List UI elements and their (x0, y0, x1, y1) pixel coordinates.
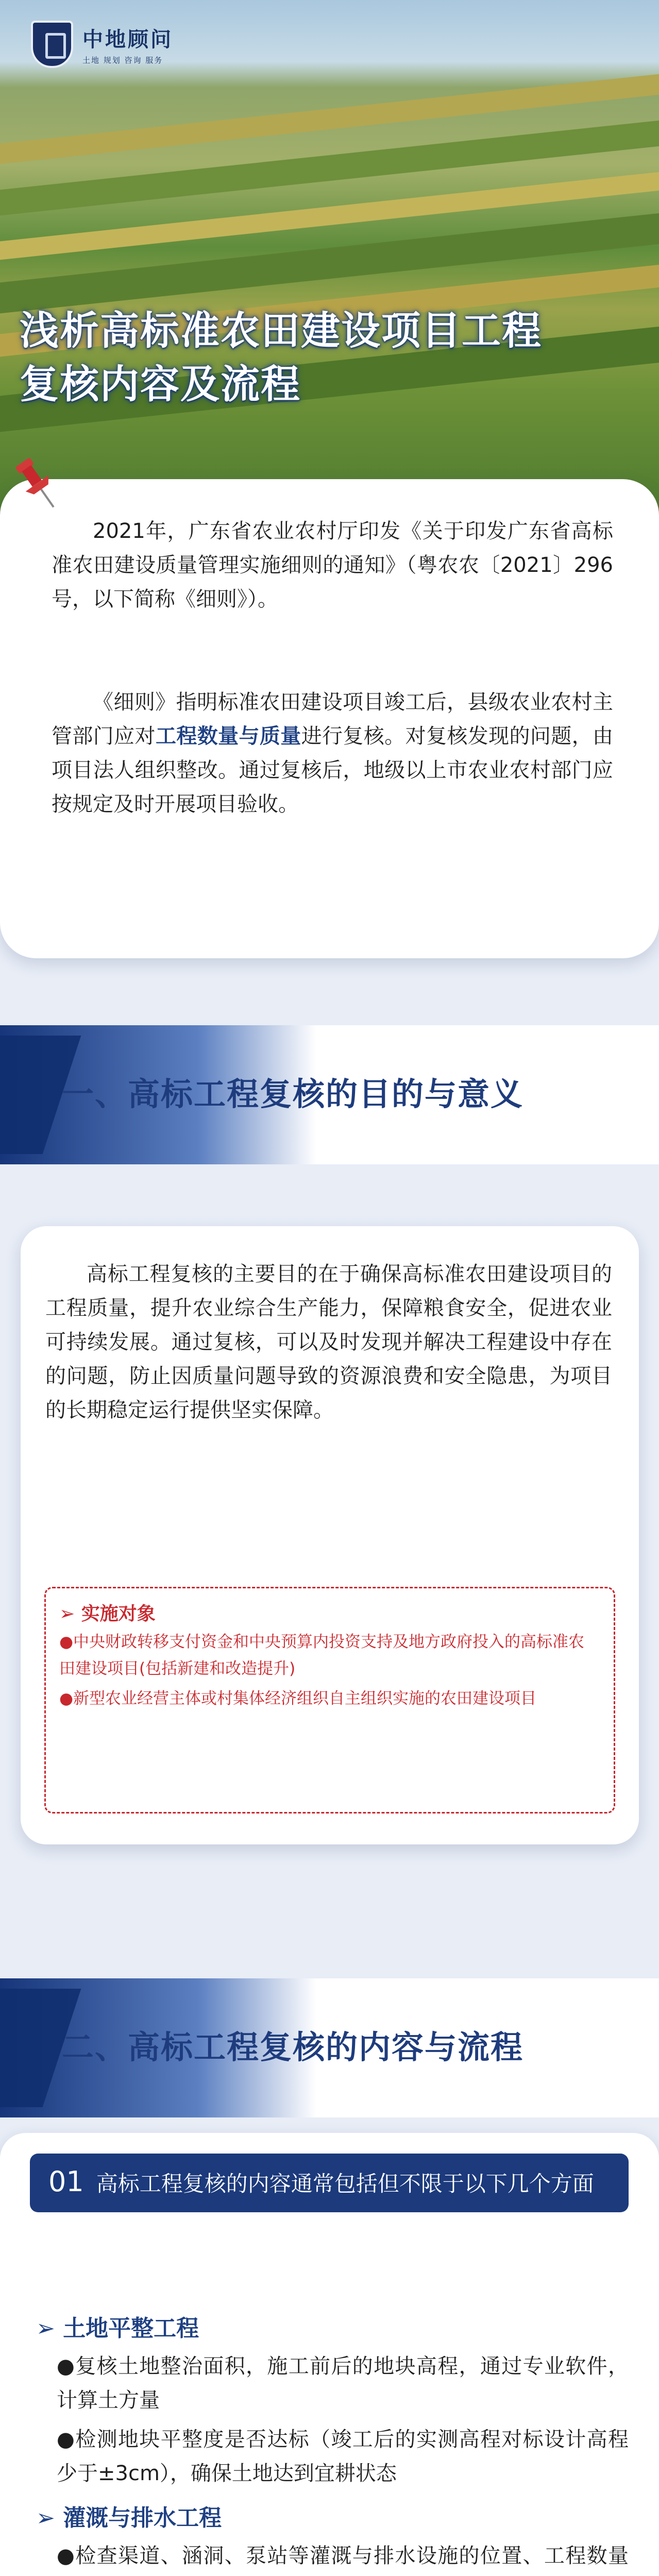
logo-emblem-icon (31, 21, 73, 68)
section-1-body: 高标工程复核的主要目的在于确保高标准农田建设项目的工程质量，提升农业综合生产能力，保障粮食安全，促进农业可持续发展。通过复核，可以及时发现并解决工程建设中存在的问题，防止因质量问题导致的资源浪费和安全隐患，为项目的长期稳定运行提供坚实保障。 (45, 1262, 612, 1422)
target-item-1: ●中央财政转移支付资金和中央预算内投资支持及地方政府投入的高标准农田建设项目(包括新建和改造提升) (59, 1633, 585, 1678)
item-title-text: 灌溉与排水工程 (63, 2505, 222, 2531)
logo-name: 中地顾问 (82, 27, 173, 52)
arrow-icon: ➢ (59, 1603, 81, 1624)
title-line-2: 复核内容及流程 (20, 361, 301, 407)
intro-card (0, 479, 659, 958)
item-1-bullet-1: ●复核土地整治面积，施工前后的地块高程，通过专业软件，计算土方量 (57, 2354, 629, 2412)
box-number: 01 (48, 2165, 84, 2198)
target-title (59, 1600, 600, 1629)
item-2-title (36, 2498, 629, 2539)
intro-paragraph-1: 2021年，广东省农业农村厅印发《关于印发广东省高标准农田建设质量管理实施细则的通知》（粤农农〔2021〕296号，以下简称《细则》）。 (52, 519, 613, 611)
item-title-text: 土地平整工程 (63, 2315, 199, 2342)
section-1-header (0, 1025, 659, 1164)
intro-highlight: 工程数量与质量 (155, 724, 301, 748)
target-box (44, 1587, 615, 1814)
target-item-2: ●新型农业经营主体或村集体经济组织自主组织实施的农田建设项目 (59, 1689, 537, 1708)
box-title: 高标工程复核的内容通常包括但不限于以下几个方面 (96, 2171, 594, 2196)
title-line-1: 浅析高标准农田建设项目工程 (20, 308, 542, 353)
page-title (20, 304, 643, 411)
intro-text: 进行复核。对复核发现的问题，由项目法人组织整改。通过复核后，地级以上市农业农村部门应按规定及时开展项目验收。 (52, 724, 614, 816)
arrow-icon: ➢ (36, 2315, 63, 2342)
section-2-title: 二、高标工程复核的内容与流程 (62, 2028, 524, 2066)
logo-tagline: 土地 规划 咨询 服务 (82, 56, 163, 65)
section-1-title: 一、高标工程复核的目的与意义 (62, 1075, 524, 1113)
pushpin-icon (9, 453, 66, 515)
item-2-bullet-1: ●检查渠道、涵洞、泵站等灌溉与排水设施的位置、工程数量 (57, 2544, 629, 2568)
intro-text: 《细则》指明标准农田建设项目竣工后，县级农业农村主管部门应对 (52, 690, 613, 748)
content-list (36, 2308, 629, 2576)
section-2-header (0, 1978, 659, 2117)
hero-banner (0, 0, 659, 515)
section-2-card (0, 2133, 659, 2576)
field-row (0, 114, 659, 221)
section-1-card (21, 1226, 639, 1844)
content-box-01 (30, 2154, 629, 2212)
target-title-text: 实施对象 (81, 1603, 156, 1624)
arrow-icon: ➢ (36, 2505, 63, 2531)
brand-logo (31, 21, 173, 68)
item-1-title (36, 2308, 629, 2349)
item-1-bullet-2: ●检测地块平整度是否达标（竣工后的实测高程对标设计高程少于±3cm），确保土地达到宜耕状态 (57, 2428, 629, 2485)
intro-paragraph-2 (52, 685, 613, 821)
